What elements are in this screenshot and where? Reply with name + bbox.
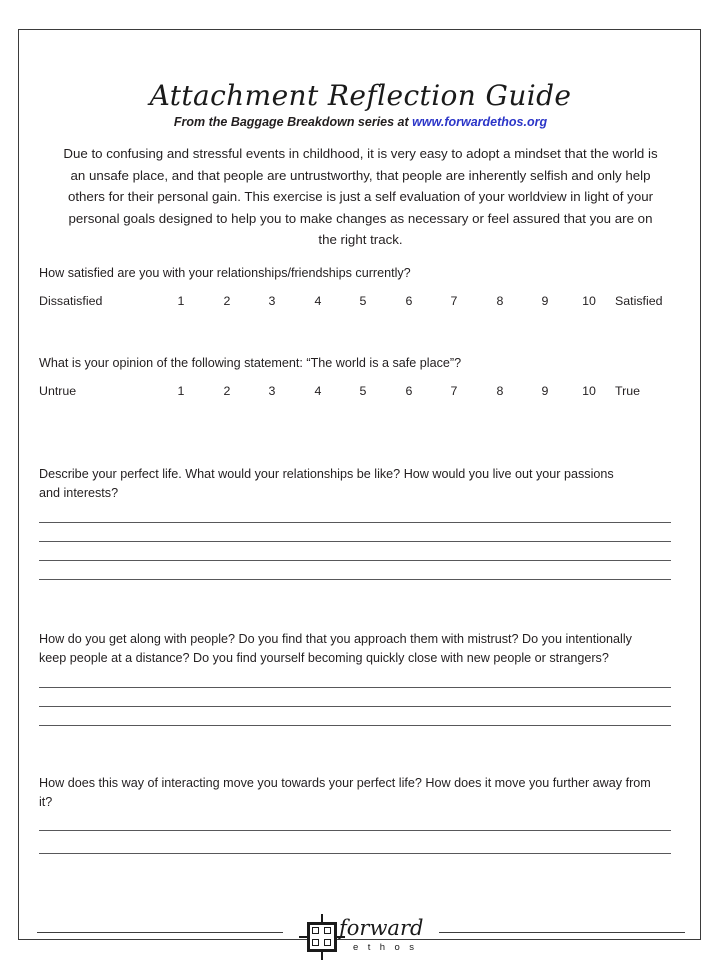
scale-option-9[interactable]: 9: [541, 384, 549, 398]
scale-option-3[interactable]: 3: [268, 384, 276, 398]
footer-divider-left: [37, 932, 283, 933]
answer-line[interactable]: [39, 522, 671, 523]
answer-line[interactable]: [39, 579, 671, 580]
scale-option-10[interactable]: 10: [582, 294, 596, 308]
question-satisfaction-text: How satisfied are you with your relationships/friendships currently?: [39, 266, 411, 280]
scale-anchor-high: Satisfied: [615, 294, 663, 308]
footer: [19, 910, 702, 970]
question-move-towards-text: How does this way of interacting move you towards your perfect life? How does it move you further away from it?: [39, 776, 651, 809]
scale-option-5[interactable]: 5: [359, 294, 367, 308]
answer-line[interactable]: [39, 853, 671, 854]
scale-satisfaction[interactable]: [39, 294, 671, 312]
scale-option-4[interactable]: 4: [314, 384, 322, 398]
scale-option-8[interactable]: 8: [496, 384, 504, 398]
scale-option-5[interactable]: 5: [359, 384, 367, 398]
scale-option-4[interactable]: 4: [314, 294, 322, 308]
question-perfect-life-text: Describe your perfect life. What would your relationships be like? How would you live out your passions and interests?: [39, 467, 614, 500]
scale-anchor-high: True: [615, 384, 641, 398]
forwardethos-link[interactable]: www.forwardethos.org: [412, 115, 548, 129]
answer-line[interactable]: [39, 725, 671, 726]
scale-option-3[interactable]: 3: [268, 294, 276, 308]
scale-option-1[interactable]: 1: [177, 294, 185, 308]
worksheet-page: [18, 29, 701, 953]
subtitle-prefix: From the Baggage Breakdown series at: [173, 115, 413, 129]
scale-option-1[interactable]: 1: [177, 384, 185, 398]
scale-anchor-low: Dissatisfied: [39, 294, 103, 308]
logo-wordmark: forward: [339, 916, 424, 940]
scale-option-2[interactable]: 2: [223, 384, 231, 398]
answer-line[interactable]: [39, 541, 671, 542]
page-title: Attachment Reflection Guide: [149, 79, 572, 112]
answer-line[interactable]: [39, 706, 671, 707]
scale-option-10[interactable]: 10: [582, 384, 596, 398]
intro-paragraph: Due to confusing and stressful events in childhood, it is very easy to adopt a mindset that the world is an unsafe place, and that people are untrustworthy, that people are inherently selfish and only help others for their personal gain. This exercise is just a self evaluation of your worldview in light of your personal goals designed to help you to make changes as necessary or feel assured that you are on the right track.: [63, 146, 658, 247]
logo-subtext: e t h o s: [353, 942, 418, 953]
forward-ethos-mark-icon: [305, 920, 339, 954]
scale-option-6[interactable]: 6: [405, 384, 413, 398]
subtitle: [19, 115, 702, 129]
answer-line[interactable]: [39, 830, 671, 831]
scale-option-6[interactable]: 6: [405, 294, 413, 308]
question-getting-along-text: How do you get along with people? Do you find that you approach them with mistrust? Do you intentionally keep people at a distance? Do you find yourself becoming quickly close with new people or strangers?: [39, 632, 632, 665]
scale-option-9[interactable]: 9: [541, 294, 549, 308]
scale-option-2[interactable]: 2: [223, 294, 231, 308]
answer-line[interactable]: [39, 687, 671, 688]
scale-option-7[interactable]: 7: [450, 384, 458, 398]
scale-safe-world[interactable]: [39, 384, 671, 402]
footer-divider-right: [439, 932, 685, 933]
scale-anchor-low: Untrue: [39, 384, 77, 398]
scale-option-8[interactable]: 8: [496, 294, 504, 308]
answer-line[interactable]: [39, 560, 671, 561]
scale-option-7[interactable]: 7: [450, 294, 458, 308]
question-safe-world-text: What is your opinion of the following statement: “The world is a safe place”?: [39, 356, 462, 370]
forward-ethos-logo: [287, 910, 435, 966]
